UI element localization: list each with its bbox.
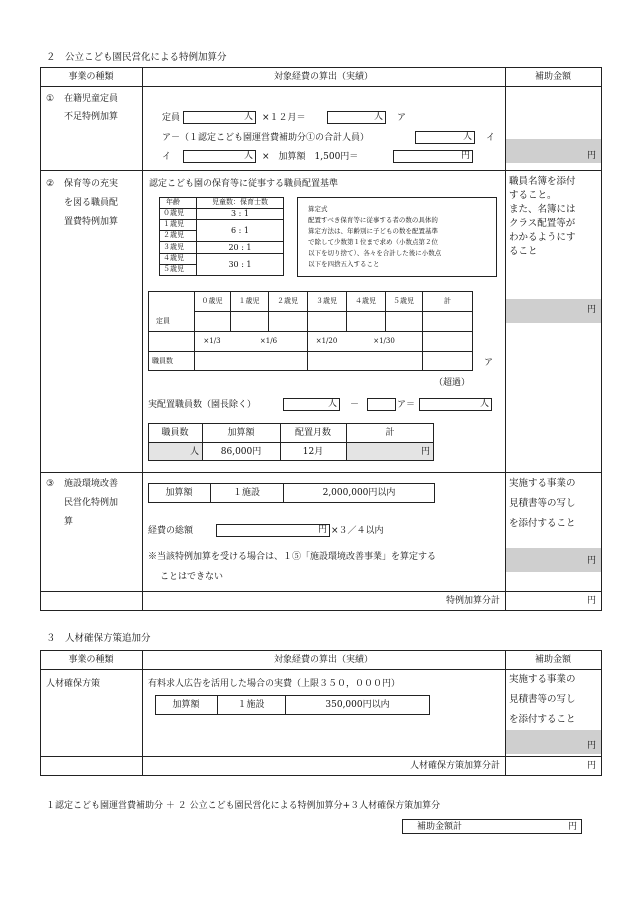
section3-limit-unit: １施設 (237, 700, 265, 710)
row2-number: ② (46, 179, 55, 189)
calc-col-age2: ２歳児 (277, 297, 298, 305)
ratio-value-0: 3 : 1 (231, 209, 249, 218)
actual-equals: ア＝ (397, 400, 416, 410)
row2-name-line2: を図る職員配 (64, 198, 119, 208)
row3-caution-line1: ※当該特例加算を受ける場合は、１⑤「施設環境改善事業」を算定する (148, 552, 437, 562)
row1-name-line1: 在籍児童定員 (64, 94, 119, 104)
row3-limit-unit: １施設 (232, 488, 260, 498)
section2-title: ２ 公立こども園民営化による特例加算分 (46, 52, 227, 63)
section3-header-calc: 対象経費の算出（実績） (273, 655, 373, 665)
row1-line3-prefix: イ (162, 152, 172, 162)
formula-line5: 以下を四捨五入すること (308, 260, 380, 268)
row3-name-line1: 施設環境改善 (64, 479, 119, 489)
row1-tag-i: イ (486, 133, 496, 143)
sum-amount-value: 86,000円 (220, 447, 262, 457)
row2-amount-yen: 円 (586, 305, 596, 315)
row2-note-line2: すること。 (509, 190, 557, 201)
formula-line1: 配置すべき保育等に従事する者の数の具体的 (308, 216, 438, 224)
actual-staff-label: 実配置職員数（園長除く） (148, 400, 257, 410)
calc-col-age5: ５歳児 (393, 297, 414, 305)
row2-note-line3: また、名簿には (509, 204, 576, 215)
row1-tag-a: ア (397, 113, 407, 123)
sum-header-staff: 職員数 (161, 428, 189, 438)
grand-total-formula: １認定こども園運営費補助分 ＋ ２ 公立こども園民営化による特例加算分+３人材確保方策加算分 (46, 801, 441, 811)
sum-header-amount: 加算額 (227, 428, 255, 438)
calc-tag-a: ア (484, 358, 494, 368)
row1-name-line2: 不足特例加算 (64, 112, 119, 122)
actual-staff-field[interactable]: 人 (283, 398, 340, 411)
row3-total-label: 経費の総額 (148, 526, 194, 536)
actual-result-field[interactable]: 人 (419, 398, 492, 411)
sum-staff-unit: 人 (189, 447, 199, 457)
row1-amount-yen: 円 (586, 151, 596, 161)
row3-note-line1: 実施する事業の (509, 478, 576, 489)
calc-col-age0: ０歳児 (201, 297, 223, 305)
ratio-age-0: ０歳児 (163, 209, 184, 217)
row1-result-field[interactable]: 円 (393, 150, 473, 163)
ratio-value-4-5: 30 : 1 (228, 260, 252, 269)
row2-note-line1: 職員名簿を添付 (509, 176, 576, 187)
row1-diff-field[interactable]: 人 (415, 131, 475, 144)
calc-row-staff: 職員数 (152, 357, 173, 365)
row3-name-line3: 算 (64, 517, 74, 527)
section3-note-line2: 見積書等の写し (509, 694, 576, 705)
row3-limit-value: 2,000,000円以内 (322, 488, 396, 498)
ratio-age-2: ２歳児 (163, 231, 184, 239)
grand-total-yen: 円 (567, 822, 577, 832)
section2-subtotal-label: 特例加算分計 (445, 596, 500, 606)
row3-note-line2: 見積書等の写し (509, 498, 576, 509)
row1-annual-field[interactable]: 人 (327, 111, 386, 124)
ratio-age-4: ４歳児 (163, 254, 184, 262)
calc-col-age1: １歳児 (238, 297, 260, 305)
sum-header-months: 配置月数 (294, 428, 331, 438)
row1-line2-text: ア－（１認定こども園運営費補助分①の合計人員） (162, 133, 370, 143)
section3-note-line3: を添付すること (509, 714, 576, 725)
calc-factor-1-30: ×1/30 (373, 337, 395, 345)
row1-i-field[interactable]: 人 (183, 150, 256, 163)
section3-limit-label: 加算額 (172, 700, 200, 710)
grand-total-box[interactable] (402, 819, 582, 834)
row1-capacity-label: 定員 (162, 113, 181, 123)
section3-title: ３ 人材確保方策追加分 (46, 633, 151, 644)
formula-line3: で除して少数第１位まで求め（小数点第２位 (308, 238, 438, 246)
row2-name-line3: 置費特例加算 (64, 217, 119, 227)
row3-limit-label: 加算額 (165, 488, 193, 498)
formula-line4: 以下を切り捨て）、各々を合計した後に小数点 (308, 249, 442, 257)
section3-amount-yen: 円 (586, 741, 596, 751)
calc-col-age4: ４歳児 (355, 297, 376, 305)
row1-times-12: ×１２月＝ (262, 113, 306, 123)
ratio-header-age: 年齢 (166, 198, 180, 206)
calc-factor-1-20: ×1/20 (315, 337, 338, 345)
row2-note-line5: わかるようにす (509, 232, 576, 243)
formula-box (297, 197, 497, 277)
ratio-value-3: 20 : 1 (228, 243, 252, 252)
ratio-age-3: ３歳児 (163, 243, 184, 251)
row3-number: ③ (46, 479, 55, 489)
sum-header-total: 計 (385, 428, 395, 438)
section3-limit-value: 350,000円以内 (325, 700, 390, 710)
row1-capacity-field[interactable]: 人 (183, 111, 256, 124)
row3-caution-line2: ことはできない (160, 572, 224, 582)
row2-note-line6: ること (509, 246, 538, 257)
calc-row-capacity: 定員 (156, 317, 170, 325)
sum-months-value: 12月 (302, 447, 324, 457)
section3-subtotal-label: 人材確保方策加算分計 (409, 761, 500, 771)
formula-title: 算定式 (308, 205, 328, 213)
calc-excess-label: （超過） (434, 378, 471, 388)
row3-name-line2: 民営化特例加 (64, 498, 119, 508)
row3-total-field[interactable]: 円 (216, 524, 330, 537)
actual-a-field[interactable] (367, 398, 396, 411)
row3-note-line3: を添付すること (509, 518, 576, 529)
grand-total-label: 補助金額計 (417, 822, 463, 832)
row2-note-line4: クラス配置等が (509, 218, 576, 229)
section2-subtotal-yen[interactable]: 円 (586, 596, 596, 606)
ratio-age-1: １歳児 (163, 220, 184, 228)
row1-number: ① (46, 94, 55, 104)
row3-total-mult: ×３／４以内 (331, 526, 384, 536)
section3-note-line1: 実施する事業の (509, 674, 576, 685)
section3-desc: 有料求人広告を活用した場合の実費（上限３５０，０００円） (148, 679, 401, 689)
calc-col-total: 計 (444, 297, 451, 305)
section2-header-calc: 対象経費の算出（実績） (273, 72, 373, 82)
ratio-header-ratio: 児童数：保育士数 (212, 198, 268, 206)
calc-factor-1-3: ×1/3 (203, 337, 221, 345)
formula-line2: 算定方法は、年齢別に子どもの数を配置基準 (308, 227, 438, 235)
actual-minus: － (350, 400, 360, 410)
row1-times-1500: × 加算額 1,500円＝ (262, 152, 359, 162)
row2-heading: 認定こども園の保育等に従事する職員配置基準 (149, 179, 339, 189)
section3-header-amount: 補助金額 (534, 655, 571, 665)
calc-factor-1-6: ×1/6 (259, 337, 278, 345)
ratio-age-5: ５歳児 (163, 265, 184, 273)
section2-header-amount: 補助金額 (534, 72, 571, 82)
ratio-value-1-2: 6 : 1 (231, 226, 249, 235)
sum-total-unit: 円 (420, 447, 430, 457)
section3-subtotal-yen[interactable]: 円 (586, 761, 596, 771)
row2-name-line1: 保育等の充実 (64, 179, 119, 189)
row3-amount-yen: 円 (586, 556, 596, 566)
section2-header-type: 事業の種類 (68, 72, 114, 82)
section3-name: 人材確保方策 (46, 679, 101, 689)
calc-col-age3: ３歳児 (316, 297, 337, 305)
section3-header-type: 事業の種類 (68, 655, 114, 665)
